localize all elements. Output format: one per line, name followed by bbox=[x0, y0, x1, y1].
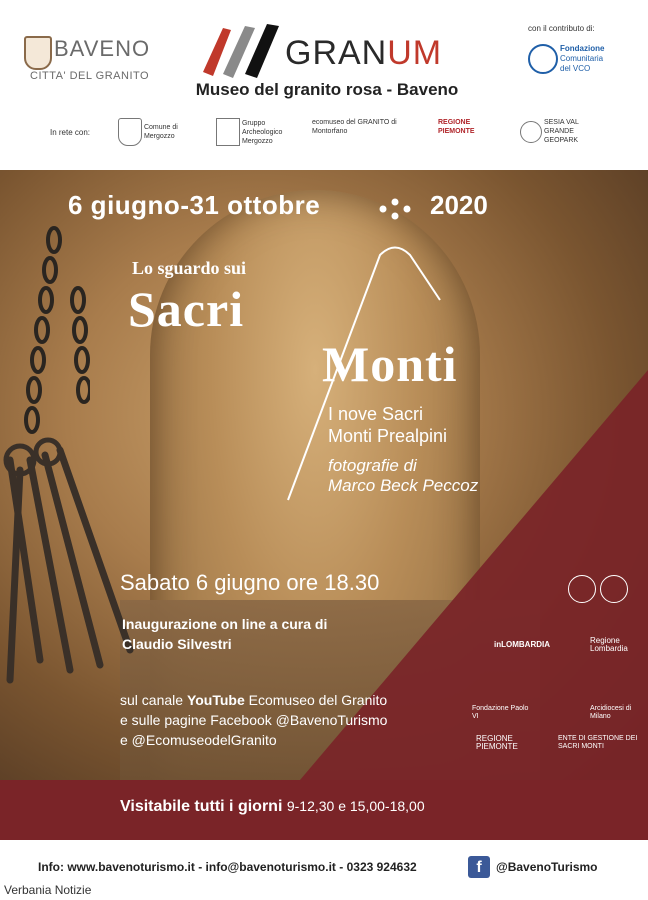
baveno-name: BAVENO bbox=[54, 36, 151, 61]
network-geopark: SESIA VAL GRANDE GEOPARK bbox=[520, 118, 602, 154]
year: 2020 bbox=[430, 190, 488, 220]
dots-icon bbox=[378, 197, 412, 221]
partner-logos bbox=[472, 575, 642, 775]
ente-sacri-monti: ENTE DI GESTIONE DEI SACRI MONTI bbox=[558, 735, 638, 750]
regione-lombardia: Regione Lombardia bbox=[590, 636, 628, 653]
inauguration: Inaugurazione on line a cura di Claudio Silvestri bbox=[122, 616, 328, 652]
contributor-block bbox=[528, 24, 638, 94]
youtube-label: YouTube bbox=[186, 692, 245, 708]
contrib-name: Fondazione Comunitaria del VCO bbox=[560, 44, 605, 73]
gruppo-icon bbox=[216, 118, 240, 146]
fondazione-icon bbox=[528, 44, 558, 74]
network-regione-piemonte: REGIONE PIEMONTE bbox=[438, 119, 475, 135]
baveno-crest-icon bbox=[24, 36, 52, 70]
photographer: fotografie di Marco Beck Peccoz bbox=[328, 456, 479, 495]
baveno-subtitle: CITTA' DEL GRANITO bbox=[30, 70, 150, 82]
heritage-icon bbox=[600, 575, 628, 603]
network-label: In rete con: bbox=[50, 128, 91, 137]
title-monti: Monti bbox=[322, 336, 458, 392]
fondazione-paolo: Fondazione Paolo VI bbox=[472, 705, 529, 720]
network-mergozzo: Comune di Mergozzo bbox=[118, 118, 204, 154]
network-ecomuseo: ecomuseo del GRANITO di Montorfano bbox=[312, 119, 397, 135]
network-gruppo: Gruppo Archeologico Mergozzo bbox=[216, 118, 302, 154]
title-sacri: Sacri bbox=[128, 281, 245, 337]
event-time: Sabato 6 giugno ore 18.30 bbox=[120, 570, 380, 595]
granum-wordmark: GRANUM bbox=[285, 34, 443, 72]
network-strip bbox=[50, 118, 610, 158]
granum-brush-icon bbox=[195, 20, 285, 80]
facebook-handle[interactable]: @BavenoTurismo bbox=[496, 860, 598, 874]
contrib-label: con il contributo di: bbox=[528, 24, 595, 33]
source-credit: Verbania Notizie bbox=[4, 883, 92, 897]
dates: 6 giugno-31 ottobre bbox=[68, 190, 321, 220]
granum-logo bbox=[195, 20, 455, 80]
arcidiocesi: Arcidiocesi di Milano bbox=[590, 705, 632, 720]
contact-info: Info: www.bavenoturismo.it - info@bavenoturismo.it - 0323 924632 bbox=[38, 860, 417, 874]
unesco-partner-icon bbox=[568, 575, 596, 603]
lo-sguardo: Lo sguardo sui bbox=[132, 258, 247, 278]
inlombardia: inLOMBARDIA bbox=[494, 640, 550, 649]
regione-piemonte-partner: REGIONE PIEMONTE bbox=[476, 734, 518, 751]
visit-info: Visitabile tutti i giorni 9-12,30 e 15,00-18,00 bbox=[120, 798, 425, 815]
facebook-icon[interactable]: f bbox=[468, 856, 490, 878]
unesco-icon bbox=[520, 121, 542, 143]
mergozzo-crest-icon bbox=[118, 118, 142, 146]
channel-info: sul canale YouTube Ecomuseo del Granito e sulle pagine Facebook @BavenoTurismo e @EcomuseodelGranito bbox=[120, 692, 388, 748]
baveno-logo bbox=[24, 30, 164, 90]
subtitle-nove: I nove Sacri Monti Prealpini bbox=[328, 404, 448, 446]
museo-title: Museo del granito rosa - Baveno bbox=[195, 80, 459, 99]
